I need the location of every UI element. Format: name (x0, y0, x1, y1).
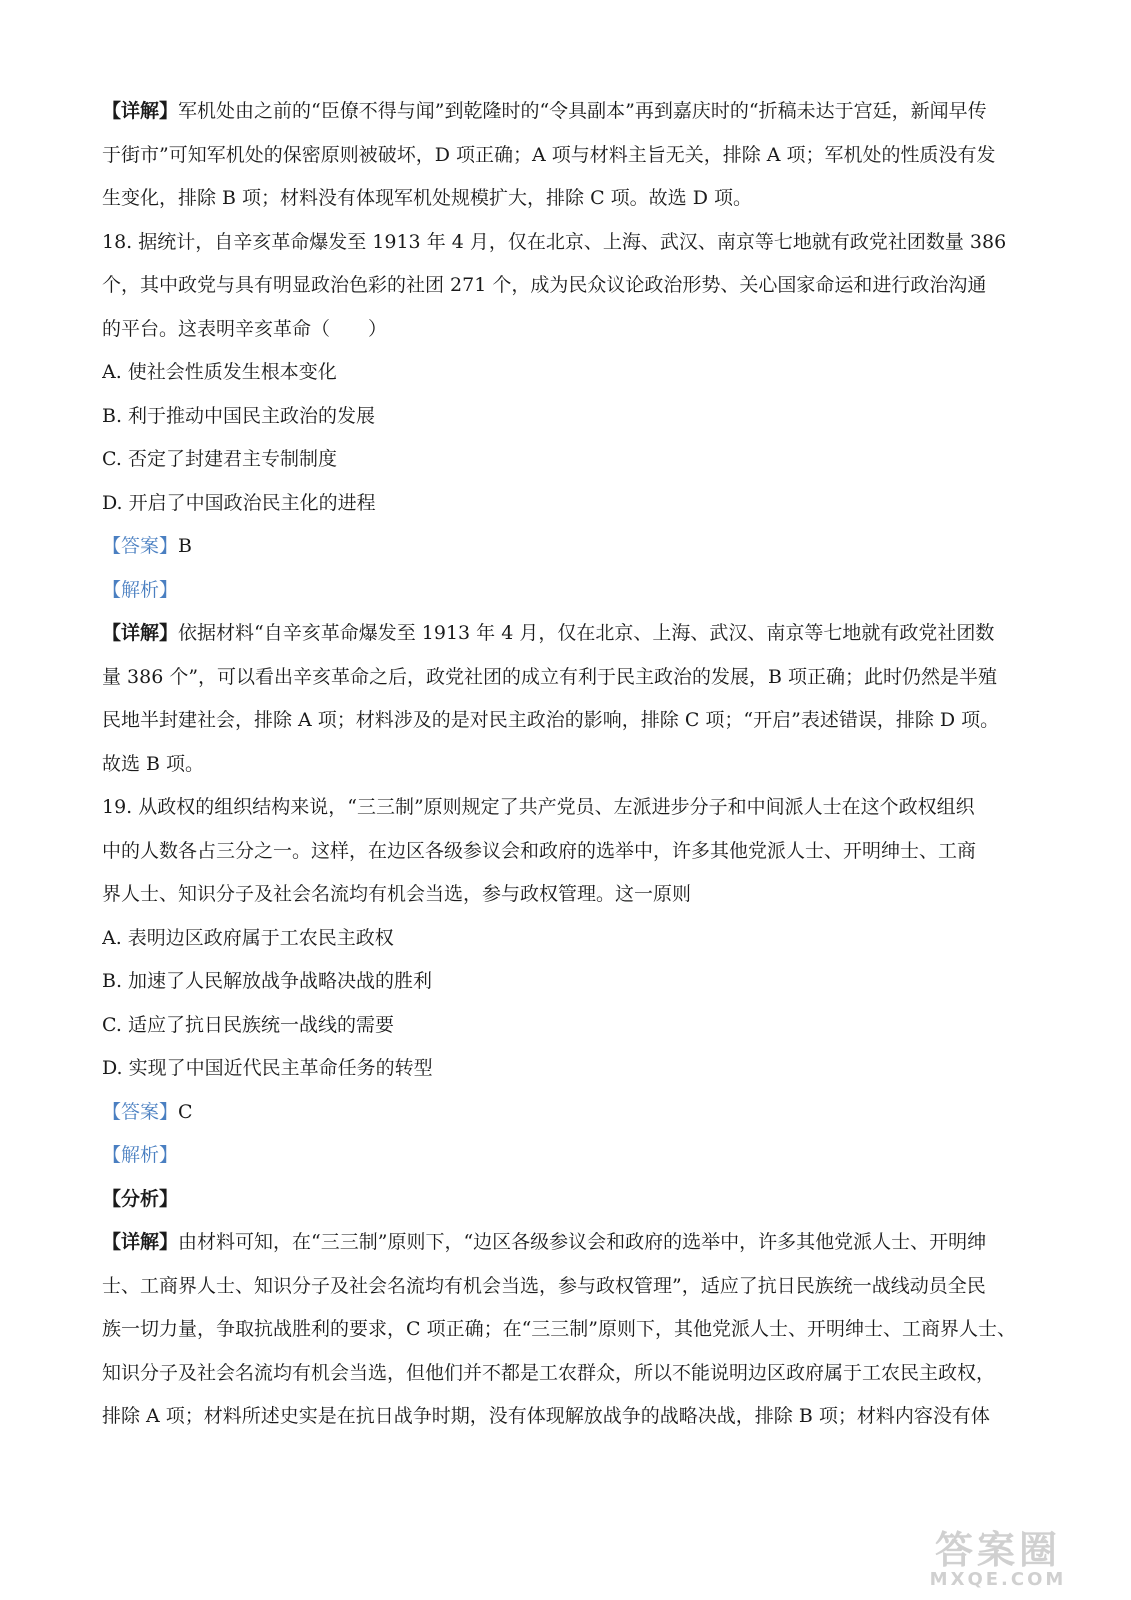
question-stem: 个，其中政党与具有明显政治色彩的社团 271 个，成为民众议论政治形势、关心国家命运和进行政治沟通 (102, 274, 987, 296)
answer-value: C (178, 1100, 193, 1123)
option-a: A. 表明边区政府属于工农民主政权 (102, 926, 394, 949)
option-b: B. 利于推动中国民主政治的发展 (102, 404, 376, 427)
option-a: A. 使社会性质发生根本变化 (102, 361, 337, 383)
question-stem: 19. 从政权的组织结构来说，“三三制”原则规定了共产党员、左派进步分子和中间派人士在这个政权组织 (102, 796, 975, 818)
detail-line: 士、工商界人士、知识分子及社会名流均有机会当选，参与政权管理”，适应了抗日民族统一战线动员全民 (102, 1274, 986, 1297)
fenxi-tag: 【分析】 (102, 1187, 179, 1210)
detail-line: 民地半封建社会，排除 A 项；材料涉及的是对民主政治的影响，排除 C 项；“开启”表述错误，排除 D 项。 (102, 709, 1000, 731)
watermark-logo (883, 1530, 1113, 1594)
detail-tag: 【详解】 (102, 622, 179, 644)
analysis-tag: 【解析】 (102, 1144, 179, 1166)
detail-line: 于街市”可知军机处的保密原则被破坏，D 项正确；A 项与材料主旨无关，排除 A 项；军机处的性质没有发 (102, 143, 996, 166)
detail-line: 知识分子及社会名流均有机会当选，但他们并不都是工农群众，所以不能说明边区政府属于工农民主政权， (102, 1361, 996, 1384)
answer-line (102, 525, 1020, 569)
detail-line (102, 612, 1020, 656)
detail-line: 故选 B 项。 (102, 752, 205, 775)
answer-tag: 【答案】 (102, 1100, 179, 1123)
detail-line: 生变化，排除 B 项；材料没有体现军机处规模扩大，排除 C 项。故选 D 项。 (102, 187, 752, 209)
option-b: B. 加速了人民解放战争战略决战的胜利 (102, 970, 433, 992)
option-c: C. 否定了封建君主专制制度 (102, 448, 337, 470)
answer-value: B (178, 535, 192, 557)
question-stem: 18. 据统计，自辛亥革命爆发至 1913 年 4 月，仅在北京、上海、武汉、南京等七地就有政党社团数量 386 (102, 230, 1007, 253)
watermark-top: 答案圈 (934, 1528, 1061, 1572)
question-stem: 中的人数各占三分之一。这样，在边区各级参议会和政府的选举中，许多其他党派人士、开明绅士、工商 (102, 839, 977, 862)
detail-text: 依据材料“自辛亥革命爆发至 1913 年 4 月，仅在北京、上海、武汉、南京等七地就有政党社团数 (178, 622, 995, 644)
detail-line: 量 386 个”，可以看出辛亥革命之后，政党社团的成立有利于民主政治的发展，B 项正确；此时仍然是半殖 (102, 665, 998, 688)
option-d: D. 开启了中国政治民主化的进程 (102, 491, 376, 514)
detail-line (102, 1221, 1020, 1265)
detail-tag: 【详解】 (102, 100, 179, 122)
detail-text: 由材料可知，在“三三制”原则下，“边区各级参议会和政府的选举中，许多其他党派人士、开明绅 (178, 1231, 987, 1253)
detail-line (102, 90, 1020, 134)
answer-line (102, 1091, 1020, 1135)
analysis-tag: 【解析】 (102, 578, 179, 601)
question-stem: 的平台。这表明辛亥革命（ ） (102, 317, 388, 340)
detail-line: 族一切力量，争取抗战胜利的要求，C 项正确；在“三三制”原则下，其他党派人士、开明绅士、工商界人士、 (102, 1318, 1017, 1340)
watermark-bottom: MXQE.COM (929, 1569, 1067, 1590)
option-d: D. 实现了中国近代民主革命任务的转型 (102, 1057, 433, 1079)
answer-tag: 【答案】 (102, 535, 179, 557)
option-c: C. 适应了抗日民族统一战线的需要 (102, 1013, 394, 1036)
question-stem: 界人士、知识分子及社会名流均有机会当选，参与政权管理。这一原则 (102, 883, 692, 905)
document-page (102, 90, 1020, 1439)
detail-line: 排除 A 项；材料所述史实是在抗日战争时期，没有体现解放战争的战略决战，排除 B 项；材料内容没有体 (102, 1405, 990, 1427)
detail-tag: 【详解】 (102, 1231, 179, 1253)
detail-text: 军机处由之前的“臣僚不得与闻”到乾隆时的“令具副本”再到嘉庆时的“折稿未达于宫廷，新闻早传 (178, 100, 987, 122)
